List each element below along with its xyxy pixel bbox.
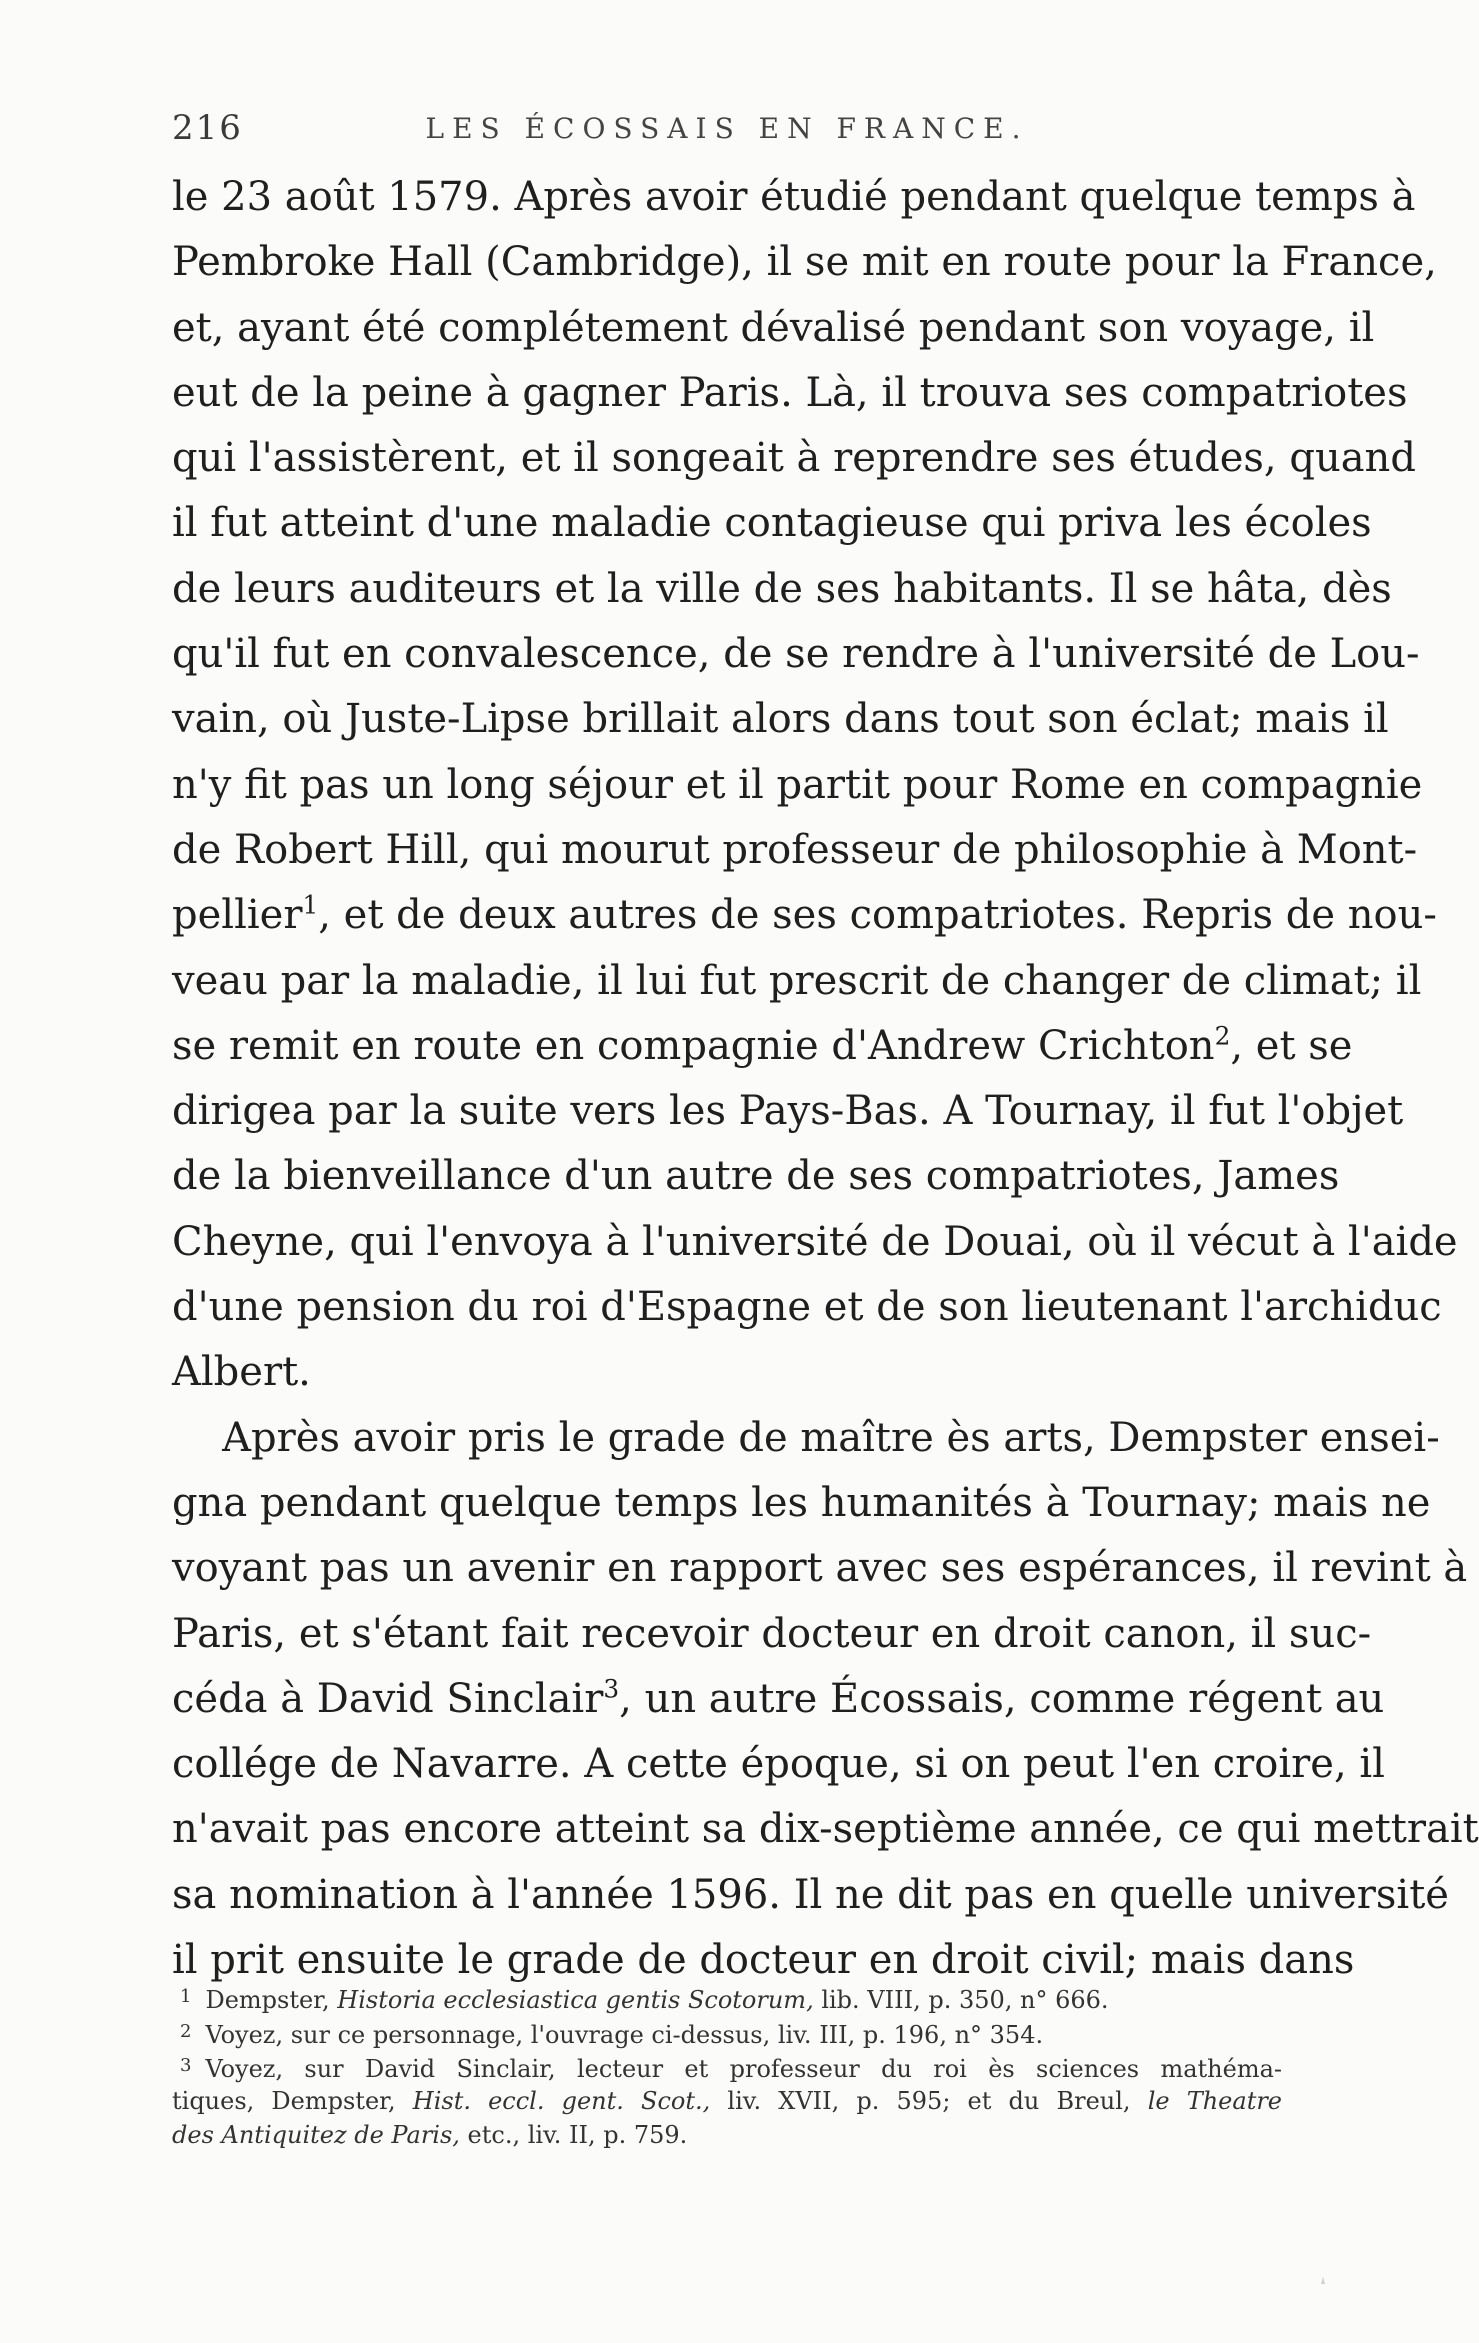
text-line: veau par la maladie, il lui fut prescrit de changer de climat; il — [172, 957, 1422, 1004]
footnote-text: etc., liv. II, p. 759. — [459, 2121, 688, 2149]
text-line: d'une pension du roi d'Espagne et de son lieutenant l'archiduc — [172, 1284, 1442, 1331]
footnote-title: le Theatre — [1147, 2086, 1283, 2115]
paper-speck — [1318, 2276, 1328, 2286]
footnote-3-line-2 — [172, 2084, 1282, 2119]
text-line: de leurs auditeurs et la ville de ses habitants. Il se hâta, dès — [172, 565, 1392, 612]
footnote-title: Historia ecclesiastica gentis Scotorum, — [337, 1986, 814, 2014]
footnote-text: Voyez, sur David Sinclair, lecteur et professeur du roi ès sciences mathéma- — [205, 2055, 1282, 2083]
text-line: Albert. — [172, 1349, 311, 1396]
text-line: il prit ensuite le grade de docteur en droit civil; mais dans — [172, 1937, 1355, 1984]
text-line: il fut atteint d'une maladie contagieuse qui priva les écoles — [172, 500, 1372, 547]
text-fragment: , et de deux autres de ses compatriotes. Repris de nou- — [318, 892, 1437, 939]
text-line: dirigea par la suite vers les Pays-Bas. A Tournay, il fut l'objet — [172, 1088, 1404, 1135]
text-fragment: céda à David Sinclair — [172, 1675, 604, 1722]
body-text — [172, 165, 1479, 1993]
footnote-1 — [172, 1980, 1282, 2015]
text-line: qui l'assistèrent, et il songeait à reprendre ses études, quand — [172, 435, 1416, 482]
footnote-title: Hist. eccl. gent. Scot., — [412, 2086, 711, 2115]
footnote-3 — [172, 2049, 1282, 2084]
text-line: de la bienveillance d'un autre de ses compatriotes, James — [172, 1153, 1340, 1200]
page-header — [172, 108, 1282, 152]
text-line: Pembroke Hall (Cambridge), il se mit en route pour la France, — [172, 239, 1437, 286]
footnote-text: liv. XVII, p. 595; et du Breul, — [710, 2086, 1148, 2115]
text-line: et, ayant été complétement dévalisé pendant son voyage, il — [172, 304, 1375, 351]
text-line: Cheyne, qui l'envoya à l'université de Douai, où il vécut à l'aide — [172, 1218, 1458, 1265]
footnote-mark: 3 — [180, 2055, 192, 2076]
text-line: sa nomination à l'année 1596. Il ne dit pas en quelle université — [172, 1871, 1449, 1918]
text-line: n'avait pas encore atteint sa dix-septième année, ce qui mettrait — [172, 1806, 1479, 1853]
footnote-2 — [172, 2015, 1282, 2050]
text-line — [172, 883, 1437, 948]
text-fragment: pellier — [172, 892, 303, 939]
text-line: qu'il fut en convalescence, de se rendre à l'université de Lou- — [172, 631, 1420, 678]
text-line: gna pendant quelque temps les humanités à Tournay; mais ne — [172, 1479, 1431, 1526]
text-line — [172, 1014, 1353, 1079]
footnote-text: tiques, Dempster, — [172, 2086, 413, 2115]
footnote-mark: 2 — [180, 2020, 192, 2042]
text-line — [172, 1667, 1385, 1732]
text-line: n'y fit pas un long séjour et il partit pour Rome en compagnie — [172, 761, 1423, 808]
text-line: collége de Navarre. A cette époque, si on peut l'en croire, il — [172, 1741, 1385, 1788]
paragraph-start: Après avoir pris le grade de maître ès arts, Dempster ensei- — [222, 1414, 1440, 1461]
text-line: de Robert Hill, qui mourut professeur de philosophie à Mont- — [172, 826, 1418, 873]
footnote-title: des Antiquitez de Paris, — [172, 2121, 460, 2149]
footnote-mark: 1 — [180, 1986, 192, 2007]
text-line: vain, où Juste-Lipse brillait alors dans tout son éclat; mais il — [172, 696, 1389, 743]
footnote-3-line-3 — [172, 2118, 1282, 2153]
footnote-ref-1: 1 — [302, 890, 319, 920]
text-fragment: , un autre Écossais, comme régent au — [619, 1675, 1385, 1722]
footnote-ref-3: 3 — [603, 1674, 620, 1704]
text-line: Paris, et s'étant fait recevoir docteur en droit canon, il suc- — [172, 1610, 1372, 1657]
footnotes — [172, 1980, 1282, 2153]
text-line: le 23 août 1579. Après avoir étudié pendant quelque temps à — [172, 174, 1416, 220]
page-number: 216 — [172, 108, 243, 148]
footnote-text: Dempster, — [205, 1986, 338, 2014]
text-line: eut de la peine à gagner Paris. Là, il trouva ses compatriotes — [172, 369, 1408, 416]
footnote-text: lib. VIII, p. 350, n° 666. — [813, 1986, 1109, 2014]
running-title: LES ÉCOSSAIS EN FRANCE. — [425, 112, 1029, 145]
text-fragment: , et se — [1230, 1022, 1353, 1069]
text-line: voyant pas un avenir en rapport avec ses espérances, il revint à — [172, 1545, 1468, 1592]
footnote-ref-2: 2 — [1214, 1021, 1231, 1051]
text-fragment: se remit en route en compagnie d'Andrew Crichton — [172, 1022, 1215, 1069]
footnote-text: Voyez, sur ce personnage, l'ouvrage ci-dessus, liv. III, p. 196, n° 354. — [205, 2020, 1044, 2049]
